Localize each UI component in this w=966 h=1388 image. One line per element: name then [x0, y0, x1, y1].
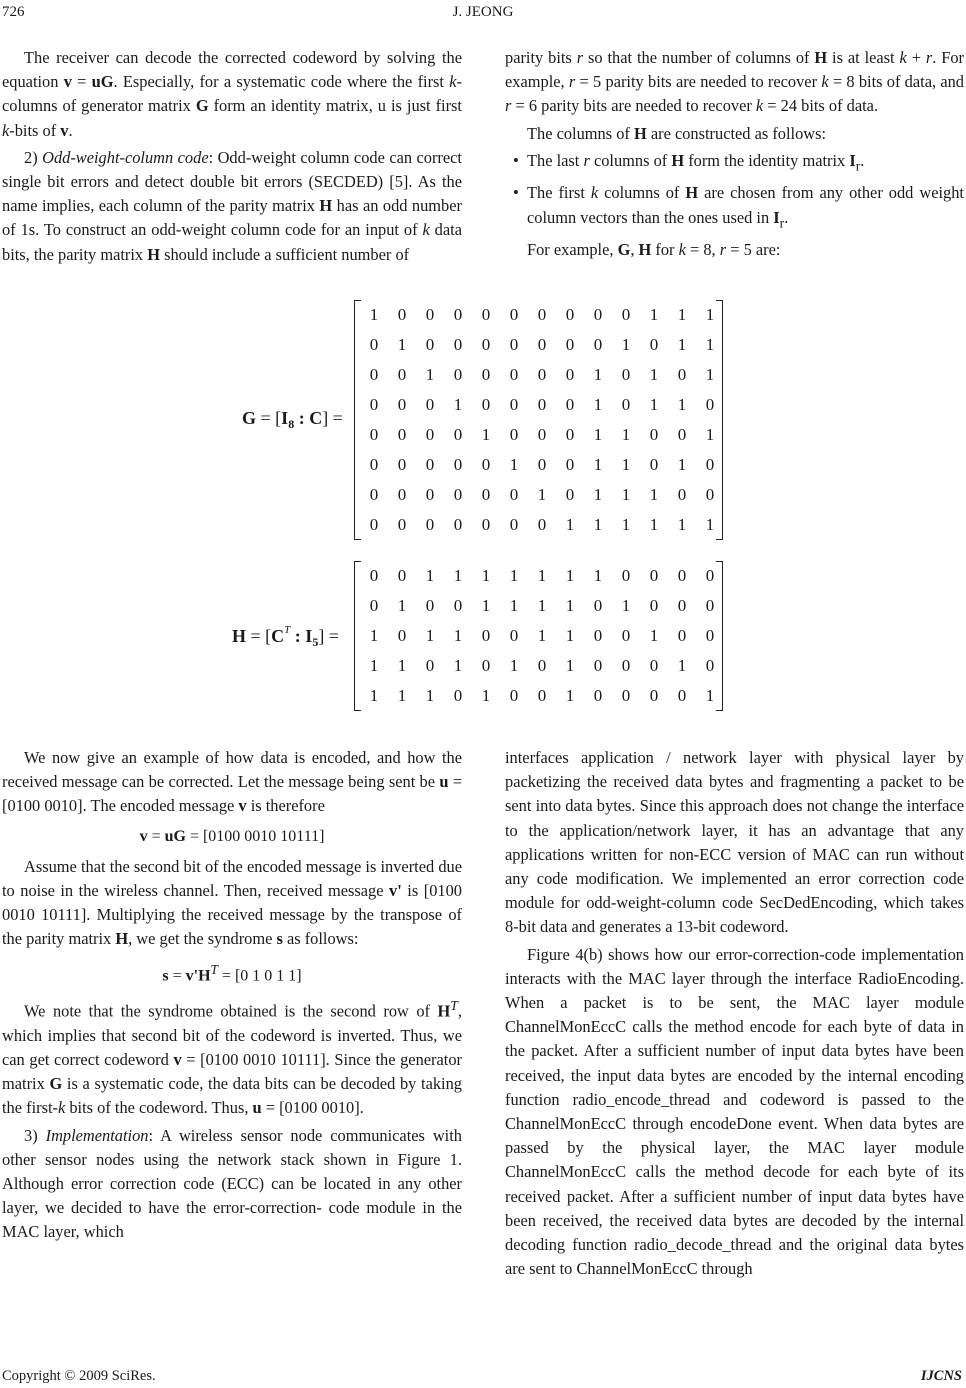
- paragraph-mac-interface: interfaces application / network layer with physical layer by packetizing the received data bytes and fragmenting a packet to be sent into data bytes. Since this approach does not change the interface to the application/network layer, it has an advantage that any applications written for non-ECC version of MAC can run without any code modification. We implemented an error correction code module for odd-weight-column code SecDedEncoding, which takes 8-bit data and generates a 13-bit codeword.: [505, 748, 964, 937]
- equation-syndrome: $s = v'H^T = [0$ 1 0 1 1]: [162, 961, 302, 984]
- paragraph-columns-constructed: The columns of H are constructed as follows:: [527, 123, 827, 143]
- page-number: 726: [2, 4, 25, 20]
- paragraph-odd-weight-code: 2) Odd-weight-column code: Odd-weight column code can correct single bit errors and detect double bit errors (SECDED) [5]. As the name implies, each column of the parity matrix H has an odd number of 1s. To construct an odd-weight column code for an input of k data bits, the parity matrix H should include a sufficient number of: [2, 147, 462, 264]
- footer-journal: IJCNS: [920, 1368, 962, 1384]
- footer-copyright: Copyright © 2009 SciRes.: [2, 1368, 156, 1384]
- paragraph-example-gh: For example, G, H for k = 8, r = 5 are:: [527, 239, 781, 259]
- bullet-first-columns: • The first k columns of H are chosen from any other odd weight column vectors than the ones used in $I_r$.: [513, 183, 964, 230]
- right-column-bottom: [505, 746, 964, 1281]
- matrix-g-row: 0 0 0 1 0 0 0 0 1 0 1 1 0: [369, 395, 715, 414]
- matrix-g-row: 0 0 0 0 0 0 0 1 1 1 1 1 1: [369, 515, 715, 534]
- matrix-h-row: 0 1 0 0 1 1 1 1 0 1 0 0 0: [369, 596, 715, 615]
- matrix-h-label: $H = [C^T$ : $I_5$] =: [232, 624, 339, 649]
- matrix-g-row: 0 0 0 0 0 1 0 0 1 1 0 1 0: [369, 455, 715, 474]
- matrix-g-label: $G = [I_8$ : C] =: [242, 408, 343, 431]
- matrix-g-row: 0 0 1 0 0 0 0 0 1 0 1 0 1: [369, 365, 715, 384]
- matrix-g-row: 0 0 0 0 1 0 0 0 1 1 0 0 1: [369, 425, 715, 444]
- matrix-h-row: 1 1 1 0 1 0 0 1 0 0 0 0 1: [369, 686, 715, 705]
- paragraph-implementation: 3) Implementation: A wireless sensor node communicates with other sensor nodes using the network stack shown in Figure 1. Although error correction code (ECC) can be located in any other layer, we decided to have the error-correction- code module in the MAC layer, which: [2, 1125, 462, 1242]
- left-column-bottom: [2, 746, 462, 1245]
- left-column-top: [2, 46, 462, 267]
- paragraph-syndrome-result: We note that the syndrome obtained is the second row of $H^T$, which implies that second bit of the codeword is inverted. Thus, we can get correct codeword v = [0100 0010 10111]. Since the generator matrix G is a systematic code, the data bits can be decoded by taking the first-k bits of the codeword. Thus, u = [0100 0010].: [2, 998, 462, 1118]
- paragraph-received-message: Assume that the second bit of the encoded message is inverted due to noise in the wireless channel. Then, received message v' is [0100 0010 10111]. Multiplying the received message by the transpose of the parity matrix H, we get the syndrome s as follows:: [2, 856, 462, 949]
- bullet-icon: •: [513, 150, 519, 170]
- right-column-top: [505, 46, 964, 262]
- matrix-h-row: 1 0 1 1 0 0 1 1 0 0 1 0 0: [369, 626, 715, 645]
- running-header-author: J. JEONG: [452, 4, 514, 20]
- equation-v-equals-ug: v = uG = [0100 0010 10111]: [139, 827, 325, 845]
- paragraph-figure-4b: Figure 4(b) shows how our error-correction-code implementation interacts with the MAC layer through the interface RadioEncoding. When a packet is to be sent, the MAC layer module ChannelMonEccC calls the method encode for each byte of data in the packet. After a sufficient number of input data bytes have been received, the input data bytes are encoded by the internal encoding function radio_encode_thread and codeword is passed to the ChannelMonEccC through encodeDone event. When data bytes are passed by the physical layer, the MAC layer module ChannelMonEccC calls the method decode for each byte of its received packet. After a sufficient number of input data bytes have been received, the received data bytes are decoded by the internal decoding function radio_decode_thread and the original data bytes are sent to ChannelMonEccC through: [505, 944, 964, 1279]
- paragraph-parity-bits: parity bits r so that the number of columns of H is at least k + r. For example, r = 5 parity bits are needed to recover k = 8 bits of data, and r = 6 parity bits are needed to recover k = 24 bits of data.: [505, 48, 965, 116]
- paragraph-decode: The receiver can decode the corrected codeword by solving the equation v = uG. Especially, for a systematic code where the first k-columns of generator matrix G form an identity matrix, u is just first k-bits of v.: [2, 48, 462, 140]
- matrix-h-row: 0 0 1 1 1 1 1 1 1 0 0 0 0: [369, 566, 715, 585]
- matrix-g-row: 1 0 0 0 0 0 0 0 0 0 1 1 1: [369, 305, 715, 324]
- bullet-icon: •: [513, 183, 519, 203]
- bullet-last-columns: • The last r columns of H form the identity matrix $I_r$.: [513, 150, 865, 174]
- matrix-g-row: 0 1 0 0 0 0 0 0 0 1 0 1 1: [369, 335, 715, 354]
- matrix-h-row: 1 1 0 1 0 1 0 1 0 0 0 1 0: [369, 656, 715, 675]
- matrix-g-row: 0 0 0 0 0 0 1 0 1 1 1 0 0: [369, 485, 715, 504]
- paragraph-encode-example: We now give an example of how data is encoded, and how the received message can be corrected. Let the message being sent be u = [0100 0010]. The encoded message v is therefore: [2, 748, 463, 816]
